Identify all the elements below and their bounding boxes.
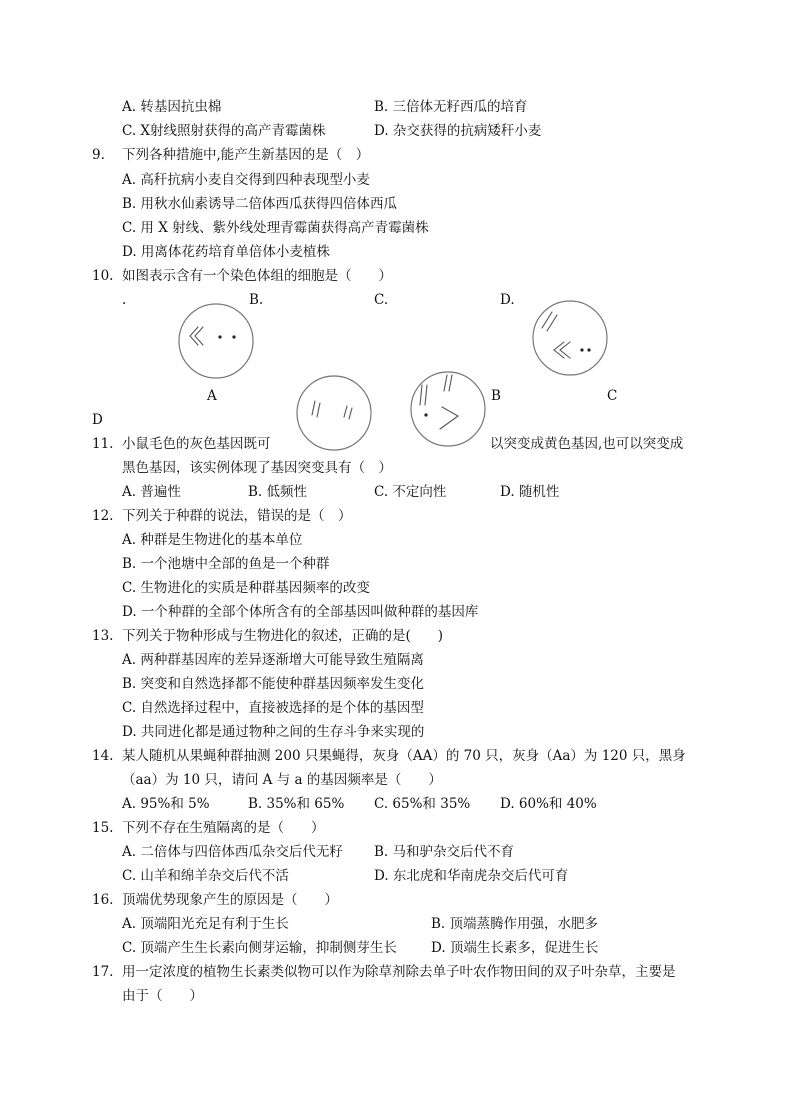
q11-stem-right: 以突变成黄色基因,也可以突变成	[490, 436, 684, 452]
q11-stem-line2: 黑色基因，该实例体现了基因突变具有（ ）	[122, 460, 392, 476]
q11-stem-left: 小鼠毛色的灰色基因既可	[122, 436, 271, 452]
cell-diagram-2	[294, 373, 374, 453]
q10-option-b-marker: B.	[249, 292, 264, 308]
q13-option-c: C. 自然选择过程中，直接被选择的是个体的基因型	[122, 700, 424, 716]
q11-number: 11.	[92, 436, 114, 452]
q9-option-a: A. 高秆抗病小麦自交得到四种表现型小麦	[122, 172, 370, 188]
q10-label-d: D	[92, 412, 103, 428]
q17-stem-line2: 由于（ ）	[122, 988, 203, 1004]
q10-number: 10.	[92, 268, 114, 284]
q15-option-b: B. 马和驴杂交后代不育	[374, 844, 515, 860]
q13-number: 13.	[92, 628, 114, 644]
q9-option-b: B. 用秋水仙素诱导二倍体西瓜获得四倍体西瓜	[122, 196, 398, 212]
q11-option-c: C. 不定向性	[374, 484, 447, 500]
q10-stem: 如图表示含有一个染色体组的细胞是（ ）	[122, 268, 392, 284]
q15-option-c: C. 山羊和绵羊杂交后代不活	[122, 868, 289, 884]
q12-stem: 下列关于种群的说法，错误的是（ ）	[122, 508, 352, 524]
q12-option-b: B. 一个池塘中全部的鱼是一个种群	[122, 556, 330, 572]
q15-number: 15.	[92, 820, 114, 836]
q13-option-b: B. 突变和自然选择都不能使种群基因频率发生变化	[122, 676, 425, 692]
q10-option-a-marker: .	[122, 292, 127, 308]
q14-option-a: A. 95%和 5%	[122, 796, 210, 812]
q13-option-d: D. 共同进化都是通过物种之间的生存斗争来实现的	[122, 724, 425, 740]
q16-option-b: B. 顶端蒸腾作用强，水肥多	[431, 916, 599, 932]
q12-option-a: A. 种群是生物进化的基本单位	[122, 532, 303, 548]
q11-option-d: D. 随机性	[500, 484, 560, 500]
q17-number: 17.	[92, 964, 114, 980]
q14-option-b: B. 35%和 65%	[248, 796, 345, 812]
q9-option-c: C. 用 X 射线、紫外线处理青霉菌获得高产青霉菌株	[122, 220, 429, 236]
q16-number: 16.	[92, 892, 114, 908]
q14-option-d: D. 60%和 40%	[500, 796, 597, 812]
q17-stem: 用一定浓度的植物生长素类似物可以作为除草剂除去单子叶农作物田间的双子叶杂草，主要是	[122, 964, 676, 980]
q12-option-d: D. 一个种群的全部个体所含有的全部基因叫做种群的基因库	[122, 604, 479, 620]
q9-number: 9.	[92, 147, 105, 163]
q14-number: 14.	[92, 748, 114, 764]
q15-option-d: D. 东北虎和华南虎杂交后代可育	[374, 868, 569, 884]
q12-number: 12.	[92, 508, 114, 524]
q10-label-a: A	[207, 388, 217, 404]
cell-diagram-3	[408, 369, 488, 449]
q14-stem: 某人随机从果蝇种群抽测 200 只果蝇得，灰身（AA）的 70 只，灰身（Aa）为 120 只，黑身	[122, 748, 686, 764]
q9-stem: 下列各种措施中,能产生新基因的是（ ）	[122, 147, 370, 163]
q11-option-a: A. 普遍性	[122, 484, 181, 500]
q16-option-c: C. 顶端产生生长素向侧芽运输，抑制侧芽生长	[122, 940, 397, 956]
q8-option-c: C. X射线照射获得的高产青霉菌株	[122, 123, 326, 139]
q15-option-a: A. 二倍体与四倍体西瓜杂交后代无籽	[122, 844, 343, 860]
q8-option-b: B. 三倍体无籽西瓜的培育	[374, 99, 528, 115]
cell-diagram-c	[530, 298, 610, 378]
q10-label-c: C	[607, 388, 618, 404]
q10-option-c-marker: C.	[374, 292, 389, 308]
q16-stem: 顶端优势现象产生的原因是（ ）	[122, 892, 338, 908]
q11-option-b: B. 低频性	[248, 484, 308, 500]
q8-option-d: D. 杂交获得的抗病矮秆小麦	[374, 123, 542, 139]
q16-option-d: D. 顶端生长素多，促进生长	[431, 940, 599, 956]
q10-label-b: B	[491, 388, 501, 404]
q14-stem-line2: （aa）为 10 只，请问 A 与 a 的基因频率是（ ）	[122, 772, 442, 788]
q10-option-d-marker: D.	[500, 292, 515, 308]
cell-diagram-a	[176, 301, 256, 381]
q15-stem: 下列不存在生殖隔离的是（ ）	[122, 820, 325, 836]
q9-option-d: D. 用离体花药培育单倍体小麦植株	[122, 244, 330, 260]
q13-stem: 下列关于物种形成与生物进化的叙述，正确的是( )	[122, 628, 444, 644]
q8-option-a: A. 转基因抗虫棉	[122, 99, 222, 115]
q16-option-a: A. 顶端阳光充足有利于生长	[122, 916, 289, 932]
q12-option-c: C. 生物进化的实质是种群基因频率的改变	[122, 580, 370, 596]
q14-option-c: C. 65%和 35%	[374, 796, 471, 812]
q13-option-a: A. 两种群基因库的差异逐渐增大可能导致生殖隔离	[122, 652, 424, 668]
